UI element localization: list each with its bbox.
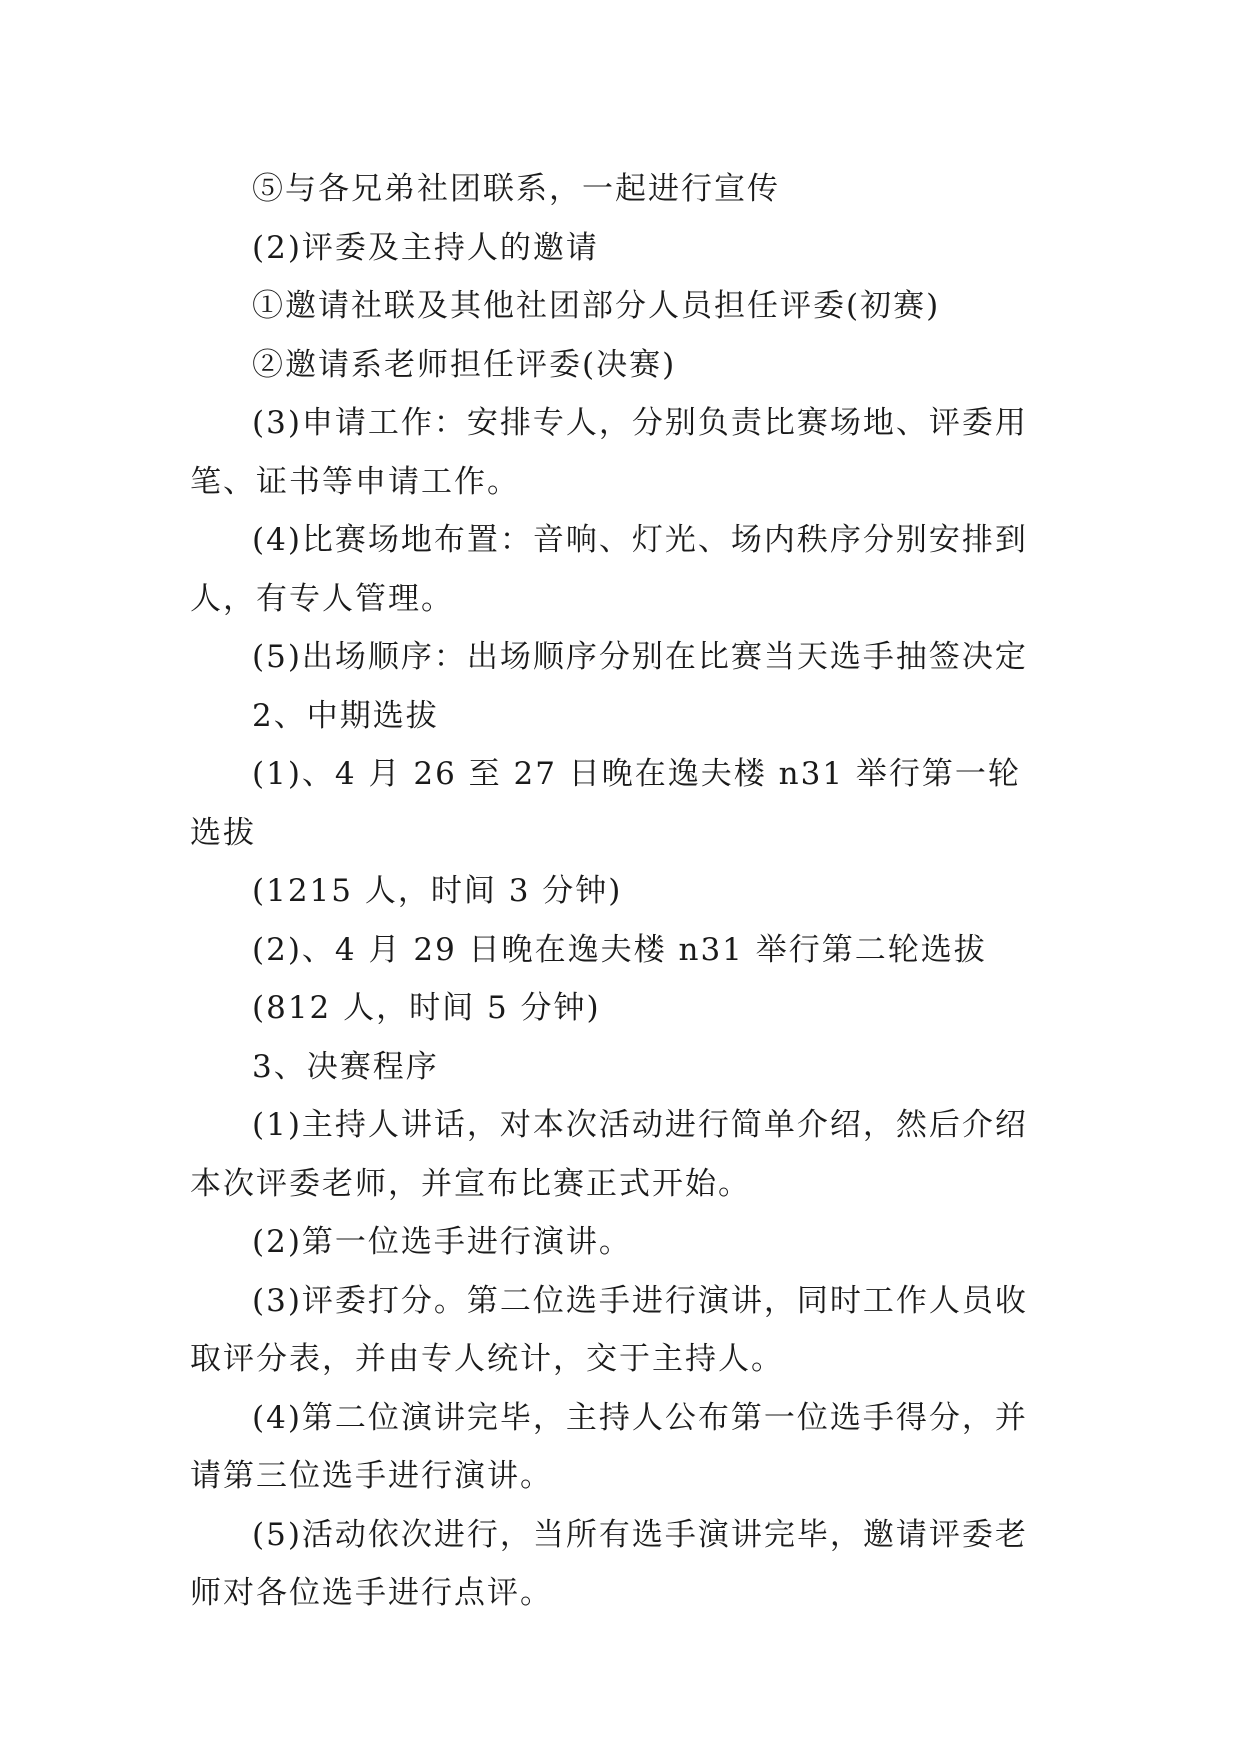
list-item-second-round: (2)、4 月 29 日晚在逸夫楼 n31 举行第二轮选拔 xyxy=(252,931,987,968)
document-body xyxy=(190,160,1050,1623)
section-appearance-order: (5)出场顺序：出场顺序分别在比赛当天选手抽签决定 xyxy=(252,639,1028,675)
list-item-first-round: (1)、4 月 26 至 27 日晚在逸夫楼 n31 举行第一轮选拔 xyxy=(190,756,1021,851)
list-item-host-speech: (1)主持人讲话，对本次活动进行简单介绍，然后介绍本次评委老师，并宣布比赛正式开始。 xyxy=(190,1107,1028,1202)
section-venue-setup: (4)比赛场地布置：音响、灯光、场内秩序分别安排到人，有专人管理。 xyxy=(190,522,1028,617)
section-judges-host-invitation: (2)评委及主持人的邀请 xyxy=(252,229,599,266)
list-item-preliminary-judges: ①邀请社联及其他社团部分人员担任评委(初赛) xyxy=(252,288,941,324)
section-application-work: (3)申请工作：安排专人，分别负责比赛场地、评委用笔、证书等申请工作。 xyxy=(190,405,1028,500)
list-item-first-speaker: (2)第一位选手进行演讲。 xyxy=(252,1224,632,1260)
list-item-first-round-detail: (1215 人，时间 3 分钟) xyxy=(252,873,623,909)
list-item-final-judges: ②邀请系老师担任评委(决赛) xyxy=(252,346,677,383)
list-item-publicity-clubs: ⑤与各兄弟社团联系，一起进行宣传 xyxy=(252,171,780,207)
heading-final-procedure: 3、决赛程序 xyxy=(252,1048,439,1085)
list-item-second-round-detail: (812 人，时间 5 分钟) xyxy=(252,990,601,1026)
list-item-judges-scoring: (3)评委打分。第二位选手进行演讲，同时工作人员收取评分表，并由专人统计，交于主持人。 xyxy=(190,1282,1028,1377)
heading-mid-selection: 2、中期选拔 xyxy=(252,697,439,734)
list-item-judge-comments: (5)活动依次进行，当所有选手演讲完毕，邀请评委老师对各位选手进行点评。 xyxy=(190,1516,1028,1611)
list-item-score-announcement: (4)第二位演讲完毕，主持人公布第一位选手得分，并请第三位选手进行演讲。 xyxy=(190,1399,1028,1494)
